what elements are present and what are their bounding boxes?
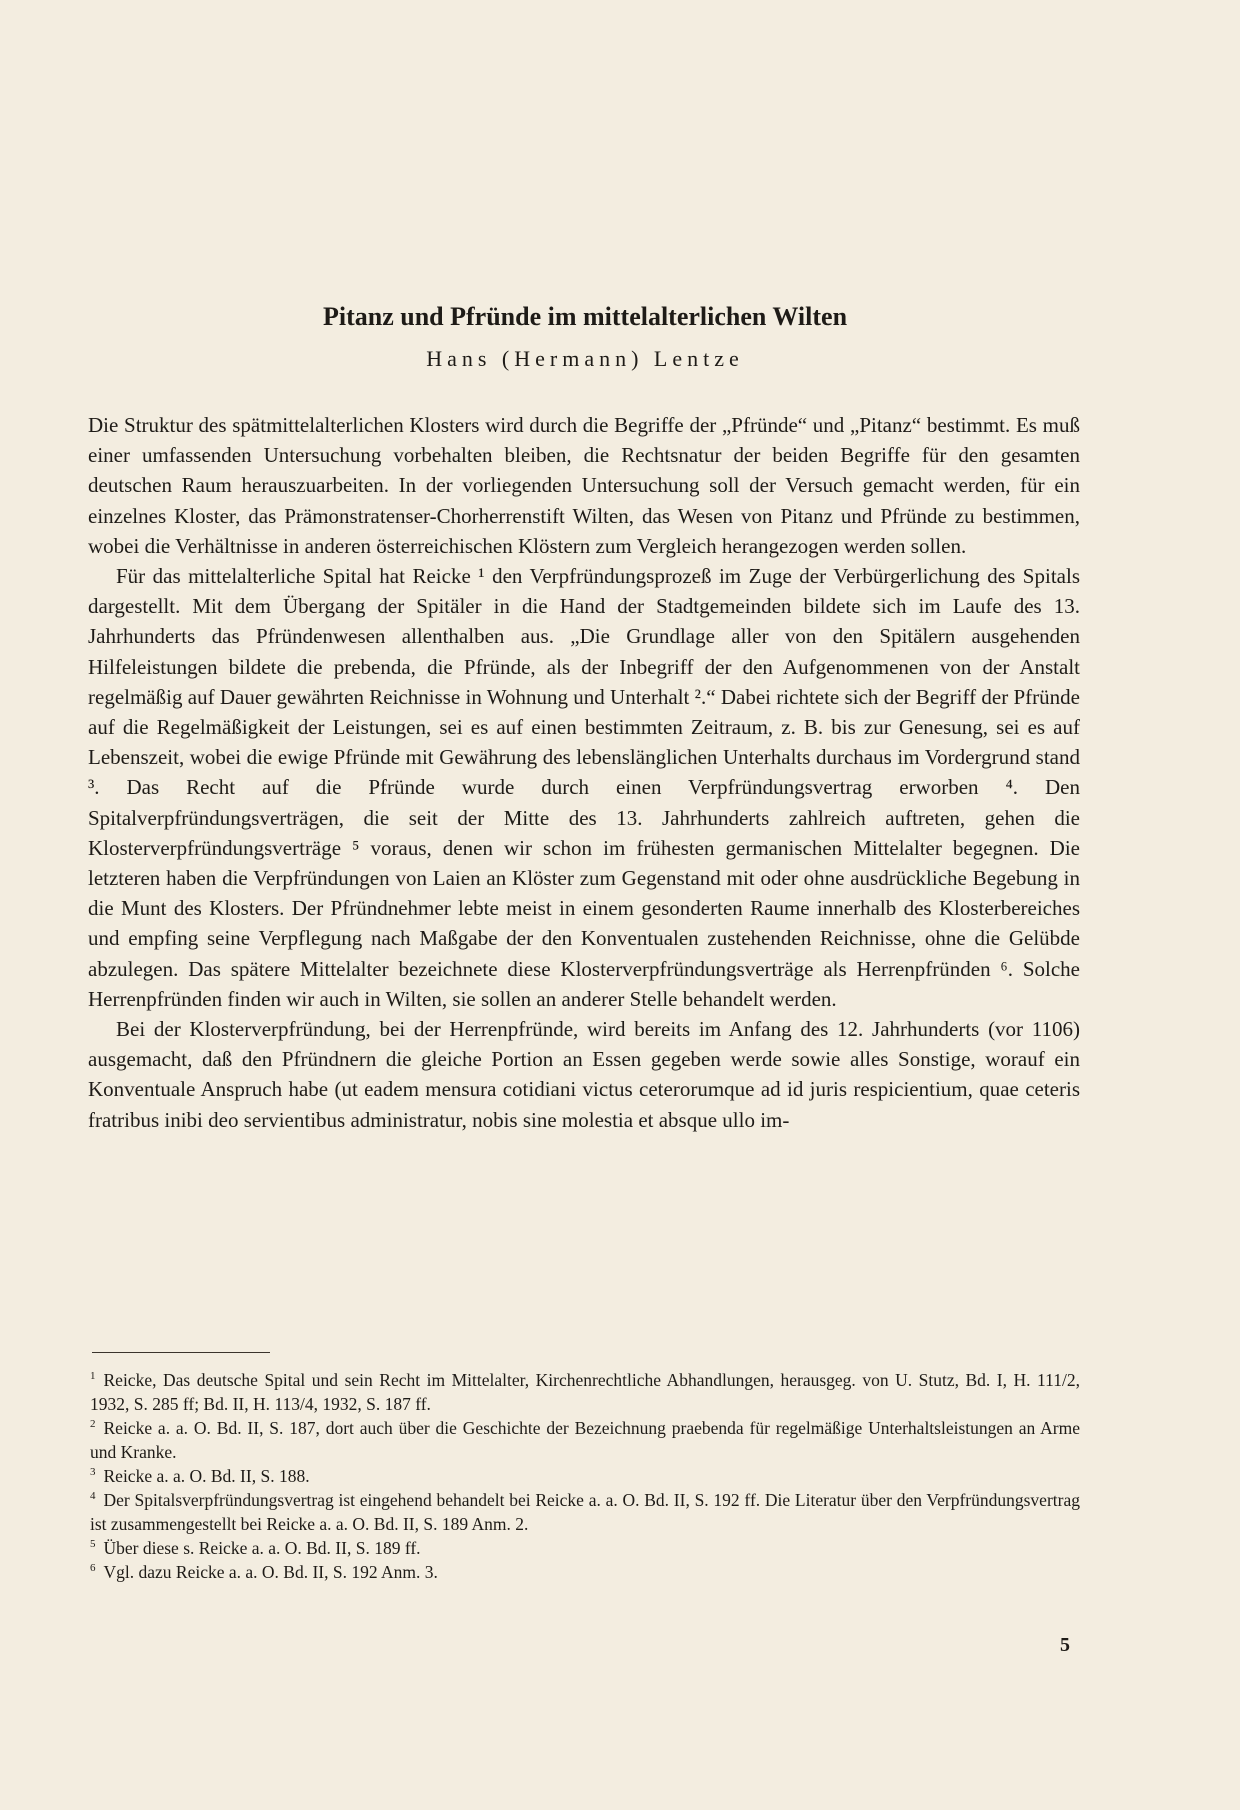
footnote — [90, 1488, 1080, 1536]
article-body — [88, 410, 1080, 1135]
body-paragraph: Die Struktur des spätmittelalterlichen Klosters wird durch die Begriffe der „Pfründe“ und „Pitanz“ bestimmt. Es muß einer umfassenden Untersuchung vorbehalten bleiben, die Rechtsnatur der beiden Begriffe für den gesamten deutschen Raum herauszuarbeiten. In der vorliegenden Untersuchung soll der Versuch gemacht werden, für ein einzelnes Kloster, das Prämonstratenser-Chorherrenstift Wilten, das Wesen von Pitanz und Pfründe zu bestimmen, wobei die Verhältnisse in anderen österreichischen Klöstern zum Vergleich herangezogen werden sollen. — [88, 413, 1080, 558]
footnote-text: Über diese s. Reicke a. a. O. Bd. II, S. 189 ff. — [103, 1538, 421, 1558]
footnote-number: 4 — [90, 1490, 96, 1503]
footnote-text: Reicke a. a. O. Bd. II, S. 187, dort auch über die Geschichte der Bezeichnung praebenda für regelmäßige Unterhaltsleistungen an Arme und Kranke. — [90, 1418, 1080, 1462]
footnote — [90, 1416, 1080, 1464]
footnote-number: 1 — [90, 1370, 96, 1383]
footnote-text: Reicke a. a. O. Bd. II, S. 188. — [103, 1466, 310, 1486]
footnote — [90, 1536, 1080, 1560]
article-title: Pitanz und Pfründe im mittelalterlichen Wilten — [322, 302, 848, 331]
article-author: Hans (Hermann) Lentze — [426, 346, 744, 371]
footnote — [90, 1368, 1080, 1416]
footnote-number: 2 — [90, 1418, 96, 1431]
footnote-number: 5 — [90, 1538, 96, 1551]
footnotes — [90, 1368, 1080, 1584]
footnote — [90, 1464, 1080, 1488]
footnote-number: 6 — [90, 1562, 96, 1575]
page-number: 5 — [1060, 1634, 1070, 1656]
body-paragraph: Für das mittelalterliche Spital hat Reicke ¹ den Verpfründungsprozeß im Zuge der Verbürgerlichung des Spitals dargestellt. Mit dem Übergang der Spitäler in die Hand der Stadtgemeinden bildete sich im Laufe des 13. Jahrhunderts das Pfründenwesen allenthalben aus. „Die Grundlage aller von den Spitälern ausgehenden Hilfeleistungen bildete die prebenda, die Pfründe, als der Inbegriff der den Aufgenommenen von der Anstalt regelmäßig auf Dauer gewährten Reichnisse in Wohnung und Unterhalt ².“ Dabei richtete sich der Begriff der Pfründe auf die Regelmäßigkeit der Leistungen, sei es auf einen bestimmten Zeitraum, z. B. bis zur Genesung, sei es auf Lebenszeit, wobei die ewige Pfründe mit Gewährung des lebenslänglichen Unterhalts durchaus im Vordergrund stand ³. Das Recht auf die Pfründe wurde durch einen Verpfründungsvertrag erworben ⁴. Den Spitalverpfründungsverträgen, die seit der Mitte des 13. Jahrhunderts zahlreich auftreten, gehen die Klosterverpfründungsverträge ⁵ voraus, denen wir schon im frühesten germanischen Mittelalter begegnen. Die letzteren haben die Verpfründungen von Laien an Klöster zum Gegenstand mit oder ohne ausdrückliche Begebung in die Munt des Klosters. Der Pfründnehmer lebte meist in einem gesonderten Raume innerhalb des Klosterbereiches und empfing seine Verpflegung nach Maßgabe der den Konventualen zustehenden Reichnisse, ohne die Gelübde abzulegen. Das spätere Mittelalter bezeichnete diese Klosterverpfründungsverträge als Herrenpfründen ⁶. Solche Herrenpfründen finden wir auch in Wilten, sie sollen an anderer Stelle behandelt werden. — [88, 564, 1080, 1011]
footnote — [90, 1560, 1080, 1584]
footnote-text: Der Spitalsverpfründungsvertrag ist eingehend behandelt bei Reicke a. a. O. Bd. II, S. 192 ff. Die Literatur über den Verpfründungsvertrag ist zusammengestellt bei Reicke a. a. O. Bd. II, S. 189 Anm. 2. — [90, 1490, 1080, 1534]
body-paragraph: Bei der Klosterverpfründung, bei der Herrenpfründe, wird bereits im Anfang des 12. Jahrhunderts (vor 1106) ausgemacht, daß den Pfründnern die gleiche Portion an Essen gegeben werde sowie alles Sonstige, worauf ein Konventuale Anspruch habe (ut eadem mensura cotidiani victus ceterorumque ad id juris respicientium, quae ceteris fratribus inibi deo servientibus administratur, nobis sine molestia et absque ullo im- — [88, 1017, 1080, 1132]
footnote-number: 3 — [90, 1466, 96, 1479]
footnote-text: Vgl. dazu Reicke a. a. O. Bd. II, S. 192 Anm. 3. — [103, 1562, 438, 1582]
footnote-separator — [92, 1352, 270, 1353]
footnote-text: Reicke, Das deutsche Spital und sein Recht im Mittelalter, Kirchenrechtliche Abhandlungen, herausgeg. von U. Stutz, Bd. I, H. 111/2, 1932, S. 285 ff; Bd. II, H. 113/4, 1932, S. 187 ff. — [90, 1370, 1080, 1414]
